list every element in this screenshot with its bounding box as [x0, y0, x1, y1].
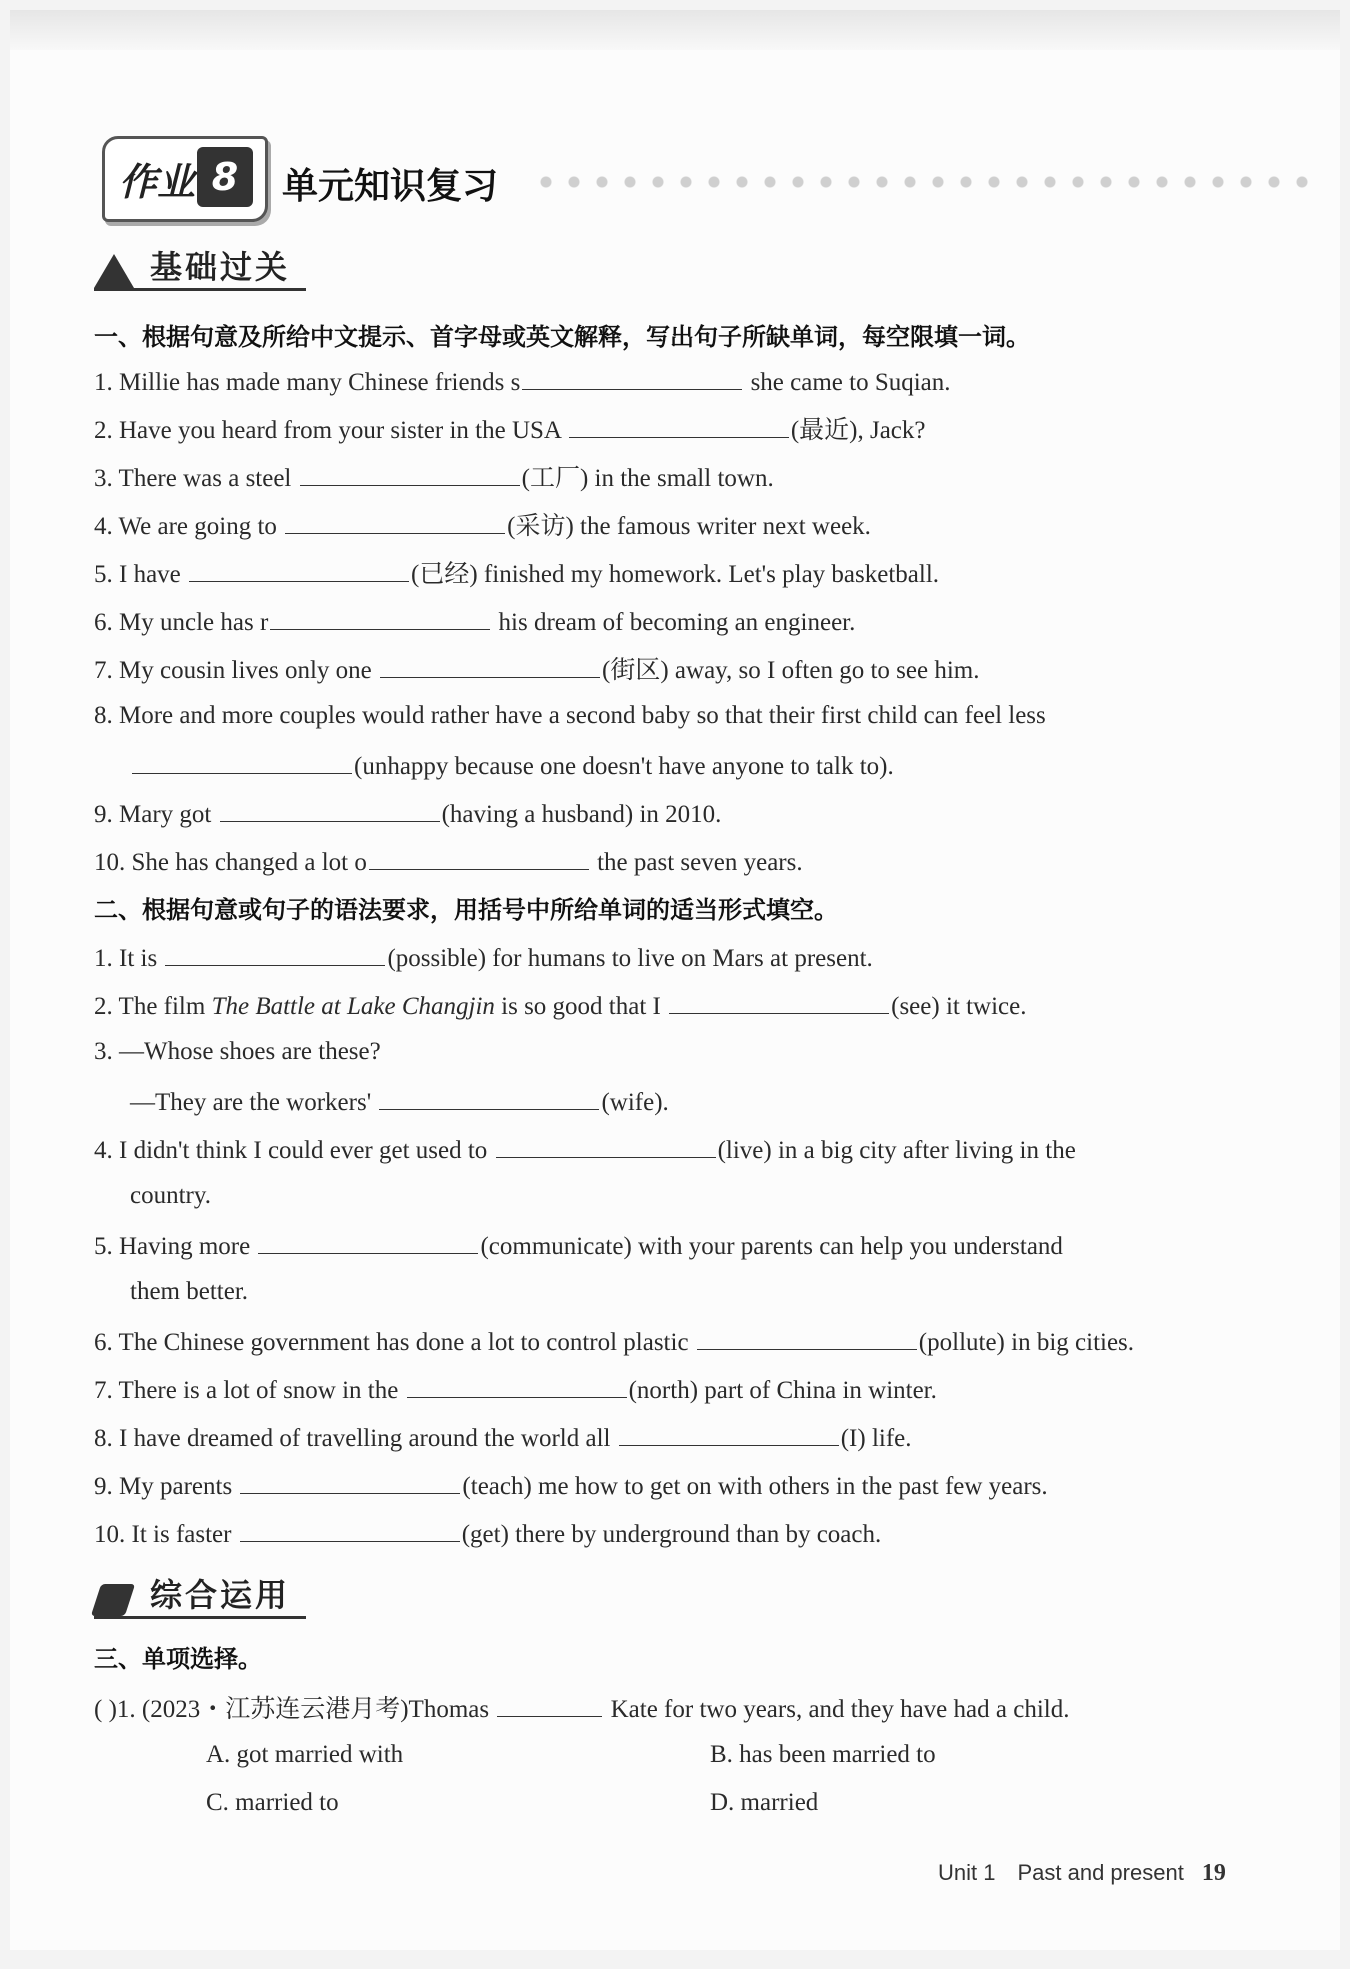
answer-blank[interactable]: [407, 1371, 627, 1398]
block-icon: [91, 1584, 135, 1616]
option-d[interactable]: D. married: [710, 1789, 819, 1816]
page-top-shadow: [10, 10, 1340, 50]
question-line: 4. I didn't think I could ever get used to (live) in a big city after living in the: [94, 1131, 1076, 1168]
part2-instruction: 二、根据句意或句子的语法要求，用括号中所给单词的适当形式填空。: [94, 896, 838, 924]
answer-blank[interactable]: [220, 795, 440, 822]
answer-blank[interactable]: [132, 747, 352, 774]
question-line: 6. The Chinese government has done a lot to control plastic (pollute) in big cities.: [94, 1323, 1134, 1360]
question-line: 10. She has changed a lot o the past seven years.: [94, 843, 803, 880]
part3-instruction: 三、单项选择。: [94, 1645, 262, 1673]
answer-blank[interactable]: [300, 459, 520, 486]
section-heading-comprehensive: [94, 1570, 306, 1619]
question-line: 9. My parents (teach) me how to get on with others in the past few years.: [94, 1467, 1048, 1504]
question-line: 8. I have dreamed of travelling around the world all (I) life.: [94, 1419, 912, 1456]
section-heading-basic: [94, 242, 306, 291]
option-c[interactable]: C. married to: [206, 1789, 339, 1816]
page-number: 19: [1201, 1860, 1226, 1886]
answer-blank[interactable]: [669, 987, 889, 1014]
answer-blank[interactable]: [496, 1131, 716, 1158]
answer-blank[interactable]: [697, 1323, 917, 1350]
question-line: 1. It is (possible) for humans to live on Mars at present.: [94, 939, 873, 976]
question-line: 7. There is a lot of snow in the (north) part of China in winter.: [94, 1371, 937, 1408]
section-heading-label: 综合运用: [150, 1576, 291, 1614]
question-line: 10. It is faster (get) there by underground than by coach.: [94, 1515, 881, 1552]
part1-instruction: 一、根据句意及所给中文提示、首字母或英文解释，写出句子所缺单词，每空限填一词。: [94, 323, 1030, 351]
answer-blank[interactable]: [522, 363, 742, 390]
film-title: The Battle at Lake Changjin: [211, 993, 495, 1020]
option-a[interactable]: A. got married with: [206, 1741, 404, 1768]
question-line: 5. I have (已经) finished my homework. Let's play basketball.: [94, 555, 939, 592]
answer-blank[interactable]: [497, 1690, 602, 1717]
worksheet-page: [10, 10, 1340, 1950]
option-b[interactable]: B. has been married to: [710, 1741, 936, 1768]
triangle-icon: [94, 254, 134, 288]
footer-unit: Unit 1: [938, 1860, 996, 1885]
answer-blank[interactable]: [270, 603, 490, 630]
homework-badge-text: 作业: [119, 160, 196, 204]
answer-blank[interactable]: [240, 1467, 460, 1494]
question-line-continued: country.: [130, 1182, 211, 1209]
question-line: 1. Millie has made many Chinese friends s she came to Suqian.: [94, 363, 951, 400]
section-heading-label: 基础过关: [150, 248, 291, 286]
question-line-continued: them better.: [130, 1278, 249, 1305]
question-line: 9. Mary got (having a husband) in 2010.: [94, 795, 721, 832]
answer-blank[interactable]: [369, 843, 589, 870]
question-line: 4. We are going to (采访) the famous writer next week.: [94, 507, 871, 544]
question-line: 5. Having more (communicate) with your parents can help you understand: [94, 1227, 1063, 1264]
question-line: 2. Have you heard from your sister in the USA (最近), Jack?: [94, 411, 926, 448]
answer-blank[interactable]: [380, 651, 600, 678]
mcq-stem: ( )1. (2023・江苏连云港月考)Thomas Kate for two years, and they have had a child.: [94, 1690, 1069, 1727]
answer-blank[interactable]: [165, 939, 385, 966]
question-line: 3. —Whose shoes are these?: [94, 1038, 381, 1065]
answer-blank[interactable]: [240, 1515, 460, 1542]
answer-paren[interactable]: ( ): [94, 1696, 117, 1723]
unit-review-title: 单元知识复习: [282, 166, 499, 207]
question-line: 2. The film The Battle at Lake Changjin is so good that I (see) it twice.: [94, 987, 1026, 1024]
footer-title: Past and present: [1017, 1860, 1184, 1885]
dotted-divider: [532, 176, 1322, 188]
answer-blank[interactable]: [285, 507, 505, 534]
homework-number: 8: [197, 147, 253, 207]
question-line-continued: —They are the workers' (wife).: [130, 1083, 669, 1120]
answer-blank[interactable]: [569, 411, 789, 438]
question-line: 6. My uncle has r his dream of becoming an engineer.: [94, 603, 855, 640]
question-line: 7. My cousin lives only one (街区) away, so I often go to see him.: [94, 651, 979, 688]
question-line-continued: (unhappy because one doesn't have anyone to talk to).: [130, 747, 894, 784]
homework-badge: [102, 136, 268, 222]
answer-blank[interactable]: [258, 1227, 478, 1254]
question-line: 3. There was a steel (工厂) in the small town.: [94, 459, 774, 496]
answer-blank[interactable]: [619, 1419, 839, 1446]
answer-blank[interactable]: [379, 1083, 599, 1110]
answer-blank[interactable]: [189, 555, 409, 582]
question-line: 8. More and more couples would rather have a second baby so that their first child can feel less: [94, 702, 1046, 729]
page-footer: [938, 1860, 1226, 1887]
